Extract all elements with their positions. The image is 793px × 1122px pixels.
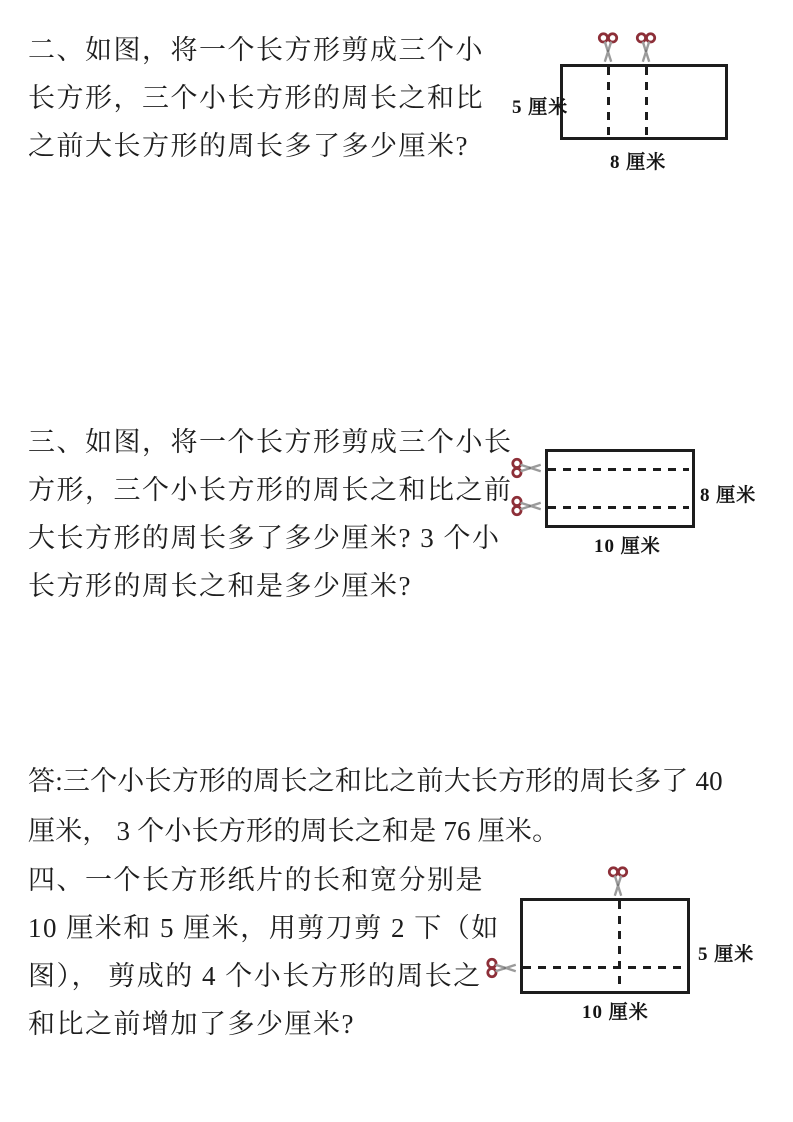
cut-line-vertical (607, 67, 610, 137)
scissors-icon (484, 957, 520, 979)
problem-three-line-2: 方形，三个小长方形的周长之和比之前 (28, 475, 513, 505)
width-dimension-label: 10 厘米 (594, 536, 661, 557)
problem-two-text (28, 26, 484, 170)
width-dimension-label: 10 厘米 (582, 1002, 649, 1023)
height-dimension-label: 8 厘米 (700, 485, 757, 506)
answer-line-1: 答:三个小长方形的周长之和比之前大长方形的周长多了 40 (28, 766, 723, 796)
rectangle-outline (560, 64, 728, 140)
problem-four-line-1: 四、一个长方形纸片的长和宽分别是 (28, 865, 484, 895)
problem-four-text (28, 856, 500, 1048)
problem-four-line-3: 图）， 剪成的 4 个小长方形的周长之 (28, 961, 482, 991)
cut-line-vertical (618, 901, 621, 991)
answer-text (28, 756, 723, 856)
scissors-icon (607, 864, 629, 900)
problem-three-line-3: 大长方形的周长多了多少厘米? 3 个小 (28, 523, 501, 553)
problem-three-text (28, 418, 513, 610)
cut-line-horizontal (548, 506, 689, 509)
problem-four-line-2: 10 厘米和 5 厘米，用剪刀剪 2 下（如 (28, 913, 500, 943)
height-dimension-label: 5 厘米 (698, 944, 755, 965)
width-dimension-label: 8 厘米 (610, 152, 667, 173)
scissors-icon (509, 457, 545, 479)
problem-three-line-1: 三、如图，将一个长方形剪成三个小长 (28, 427, 513, 457)
cut-line-horizontal (548, 468, 689, 471)
rectangle-outline (545, 449, 695, 528)
problem-three-line-4: 长方形的周长之和是多少厘米? (28, 571, 412, 601)
scissors-icon (635, 30, 657, 66)
rectangle-outline (520, 898, 690, 994)
problem-two-line-2: 长方形，三个小长方形的周长之和比 (28, 83, 484, 113)
problem-two-line-1: 二、如图，将一个长方形剪成三个小 (28, 35, 484, 65)
scissors-icon (597, 30, 619, 66)
problem-two-line-3: 之前大长方形的周长多了多少厘米? (28, 131, 469, 161)
answer-line-2: 厘米， 3 个小长方形的周长之和是 76 厘米。 (28, 816, 560, 846)
scissors-icon (509, 495, 545, 517)
cut-line-horizontal (523, 966, 687, 969)
height-dimension-label: 5 厘米 (512, 97, 569, 118)
problem-four-line-4: 和比之前增加了多少厘米? (28, 1009, 355, 1039)
cut-line-vertical (645, 67, 648, 137)
